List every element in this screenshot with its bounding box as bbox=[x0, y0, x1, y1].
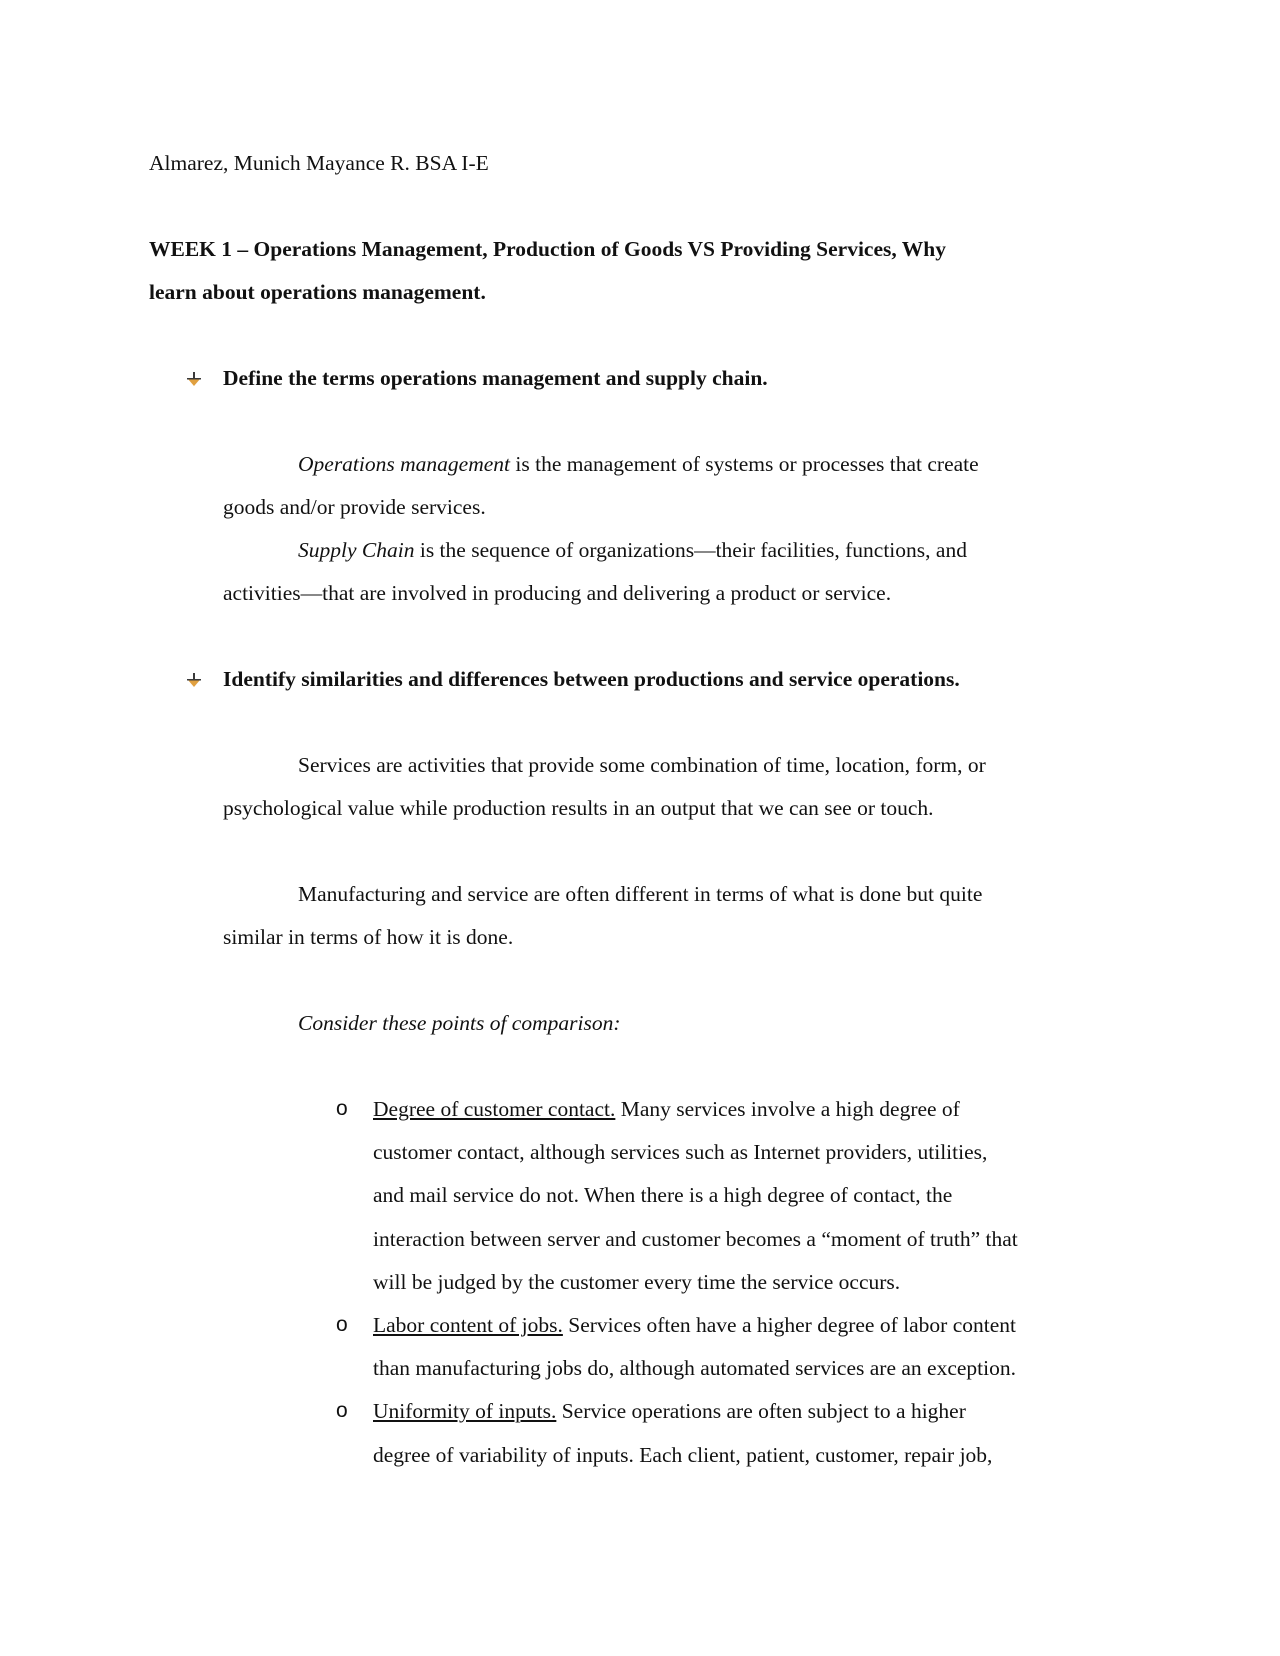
supply-chain-term: Supply Chain bbox=[298, 538, 415, 562]
services-para-line-2: psychological value while production results in an output that we can see or touch. bbox=[223, 796, 934, 820]
list-item-line: will be judged by the customer every time the service occurs. bbox=[373, 1270, 901, 1294]
ops-definition-rest: is the management of systems or processes that create bbox=[510, 452, 979, 476]
ops-definition-line-2: goods and/or provide services. bbox=[223, 495, 486, 519]
circle-o-bullet: o bbox=[336, 1399, 348, 1422]
list-item-text: Service operations are often subject to a higher bbox=[556, 1399, 966, 1423]
arrow-down-bullet-icon bbox=[186, 371, 202, 387]
week-title-line-2: learn about operations management. bbox=[149, 280, 486, 304]
list-item-first-line bbox=[373, 1094, 960, 1124]
list-item-term: Degree of customer contact. bbox=[373, 1097, 616, 1121]
supply-chain-line-2: activities—that are involved in producing and delivering a product or service. bbox=[223, 581, 892, 605]
list-item-first-line bbox=[373, 1310, 1016, 1340]
list-item-text: Services often have a higher degree of labor content bbox=[562, 1313, 1016, 1337]
ops-term: Operations management bbox=[298, 452, 510, 476]
circle-o-bullet: o bbox=[336, 1097, 348, 1120]
list-item-text: Many services involve a high degree of bbox=[615, 1097, 960, 1121]
manufacturing-para-line-1: Manufacturing and service are often different in terms of what is done but quite bbox=[298, 882, 983, 906]
ops-definition-line-1 bbox=[298, 449, 979, 479]
author-line: Almarez, Munich Mayance R. BSA I-E bbox=[149, 151, 489, 175]
supply-chain-rest: is the sequence of organizations—their facilities, functions, and bbox=[414, 538, 967, 562]
circle-o-bullet: o bbox=[336, 1313, 348, 1336]
arrow-down-bullet-icon bbox=[186, 672, 202, 688]
comparison-intro: Consider these points of comparison: bbox=[298, 1011, 621, 1035]
list-item-term: Labor content of jobs. bbox=[373, 1313, 563, 1337]
section1-heading: Define the terms operations management and supply chain. bbox=[223, 366, 768, 390]
section2-heading: Identify similarities and differences between productions and service operations. bbox=[223, 667, 960, 691]
list-item-line: than manufacturing jobs do, although automated services are an exception. bbox=[373, 1356, 1016, 1380]
list-item-line: customer contact, although services such as Internet providers, utilities, bbox=[373, 1140, 988, 1164]
list-item-term: Uniformity of inputs. bbox=[373, 1399, 557, 1423]
list-item-line: degree of variability of inputs. Each client, patient, customer, repair job, bbox=[373, 1443, 993, 1467]
list-item-line: and mail service do not. When there is a high degree of contact, the bbox=[373, 1183, 953, 1207]
week-title-line-1: WEEK 1 – Operations Management, Production of Goods VS Providing Services, Why bbox=[149, 237, 946, 261]
services-para-line-1: Services are activities that provide some combination of time, location, form, or bbox=[298, 753, 986, 777]
manufacturing-para-line-2: similar in terms of how it is done. bbox=[223, 925, 514, 949]
list-item-line: interaction between server and customer becomes a “moment of truth” that bbox=[373, 1227, 1018, 1251]
supply-chain-line-1 bbox=[298, 535, 967, 565]
list-item-first-line bbox=[373, 1396, 966, 1426]
